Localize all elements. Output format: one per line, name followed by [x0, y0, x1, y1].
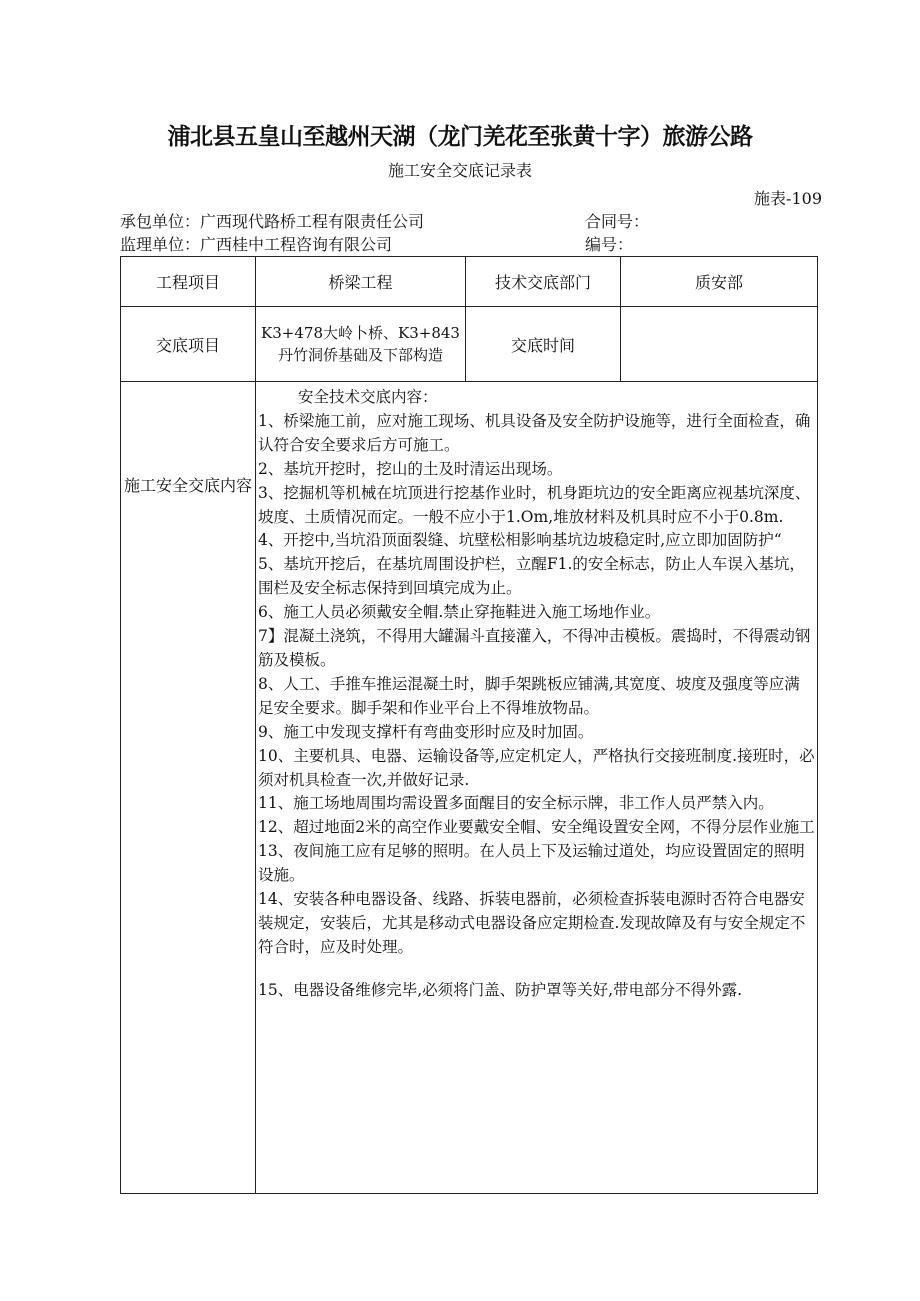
content-body: [256, 382, 817, 1006]
supervisor-line: [120, 232, 392, 255]
content-item-4: 4、开挖中,当坑沿顶面裂缝、坑壁松相影响基坑边坡稳定时,应立即加固防护“: [258, 531, 782, 550]
table-row: [121, 382, 818, 1194]
contractor-line: [120, 209, 424, 232]
document-title: 浦北县五皇山至越州天湖（龙门羌花至张黄十字）旅游公路: [167, 124, 753, 150]
content-item-11: 11、施工场地周围均需设置多面醒目的安全标示牌，非工作人员严禁入内。: [258, 794, 774, 813]
content-item-3: 3、挖掘机等机械在坑顶进行挖基作业时，机身距坑边的安全距离应视基坑深度、坡度、土质情况而定。一般不应小于1.Om,堆放材料及机具时应不小于0.8m.: [258, 483, 811, 526]
form-subtitle: 施工安全交底记录表: [387, 161, 532, 180]
content-item-10: 10、主要机具、电器、运输设备等,应定机定人，严格执行交接班制度.接班时，必须对机具检查一次,并做好记录.: [258, 746, 815, 789]
form-number: 施表-109: [754, 189, 822, 208]
content-cell: [256, 382, 818, 1194]
serial-number-label: 编号：: [585, 235, 634, 254]
content-item-12: 12、超过地面2米的高空作业要戴安全帽、安全绳设置安全网，不得分层作业施工: [258, 818, 815, 837]
supervisor-value: 广西桂中工程咨询有限公司: [200, 235, 393, 254]
item-label: 交底项目: [121, 307, 256, 382]
content-item-14: 14、安装各种电器设备、线路、拆装电器前，必须检查拆装电源时否符合电器安装规定，安装后，尤其是移动式电器设备应定期检查.发现故障及有与安全规定不符合时，应及时处理。: [258, 890, 806, 956]
content-item-5: 5、基坑开挖后，在基坑周围设护栏，立醒F1.的安全标志，防止人车误入基坑，围栏及安全标志保持到回填完成为止。: [258, 555, 805, 598]
time-label: 交底时间: [466, 307, 621, 382]
content-label: 施工安全交底内容: [121, 382, 256, 1194]
department-label: 技术交底部门: [466, 257, 621, 307]
project-value: 桥梁工程: [256, 257, 466, 307]
content-item-2: 2、基坑开挖时，挖山的土及时清运出现场。: [258, 459, 563, 478]
content-item-6: 6、施工人员必须戴安全帽.禁止穿拖鞋进入施工场地作业。: [258, 603, 661, 622]
time-value: [621, 307, 818, 382]
content-heading: 安全技术交底内容：: [298, 388, 438, 406]
content-item-8: 8、人工、手推车推运混凝土时，脚手架跳板应铺满,其宽度、坡度及强度等应满足安全要求。脚手架和作业平台上不得堆放物品。: [258, 674, 800, 717]
supervisor-label: 监理单位：: [120, 235, 201, 254]
department-value: 质安部: [621, 257, 818, 307]
content-item-9: 9、施工中发现支撑杆有弯曲变形时应及时加固。: [258, 722, 594, 741]
disclosure-table: [120, 256, 818, 1194]
item-value: K3+478大岭卜桥、K3+843丹竹洞侨基础及下部构造: [256, 307, 466, 382]
content-item-13: 13、夜间施工应有足够的照明。在人员上下及运输过道处，均应设置固定的照明设施。: [258, 842, 805, 885]
table-row: [121, 257, 818, 307]
project-label: 工程项目: [121, 257, 256, 307]
content-item-7: 7】混凝土浇筑，不得用大罐漏斗直接灌入，不得冲击模板。震捣时，不得震动钢筋及模板。: [258, 627, 811, 669]
content-item-1: 1、桥梁施工前，应对施工现场、机具设备及安全防护设施等，进行全面检查，确认符合安全要求后方可施工。: [258, 411, 811, 454]
table-row: [121, 307, 818, 382]
contract-number-label: 合同号：: [585, 212, 650, 231]
contractor-label: 承包单位：: [120, 212, 201, 231]
content-item-15: 15、电器设备维修完毕,必须将门盖、防护罩等关好,带电部分不得外露.: [258, 980, 743, 999]
contractor-value: 广西现代路桥工程有限责任公司: [200, 212, 425, 231]
